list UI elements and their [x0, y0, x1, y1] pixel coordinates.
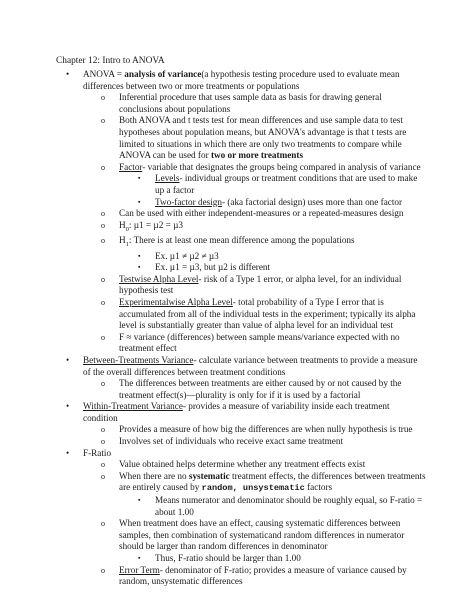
circle-bullet-icon: o: [101, 220, 105, 230]
circle-bullet-icon: o: [101, 332, 105, 342]
list-item: o Provides a measure of how big the differences are when nully hypothesis is true: [101, 424, 413, 435]
list-item: • F-Ratio: [66, 447, 112, 458]
term-experimentwise-alpha: Experimentalwise Alpha Level: [119, 296, 233, 307]
list-item: ▪ Ex. µ1 ≠ µ2 ≠ µ3: [138, 250, 219, 261]
term-factor: Factor: [119, 161, 143, 172]
list-item: o Both ANOVA and t tests test for mean differences and use sample data to test hypotheses about population means, but ANOVA's advantage is that t tests are limited to situations in which there are only two treatments to compare while ANOVA can be used for two or more treatments: [101, 115, 407, 161]
list-item: ▪ Levels- individual groups or treatment conditions that are used to make up a factor: [138, 173, 418, 195]
square-bullet-icon: ▪: [138, 174, 141, 183]
circle-bullet-icon: o: [101, 519, 105, 529]
term-levels: Levels: [155, 173, 180, 184]
list-item: ▪ Ex. µ1 = µ3, but µ2 is different: [138, 262, 271, 273]
circle-bullet-icon: o: [101, 274, 105, 284]
list-item: ▪ Means numerator and denominator should be roughly equal, so F-ratio = about 1.00: [138, 495, 423, 517]
term-within-treatment-variance: Within-Treatment Variance: [83, 401, 183, 412]
square-bullet-icon: ▪: [138, 554, 141, 562]
circle-bullet-icon: o: [101, 116, 105, 126]
circle-bullet-icon: o: [101, 471, 105, 481]
list-item: o $H_0$: µ1 = µ2 = µ3: [101, 219, 183, 233]
outline: [56, 69, 426, 588]
list-item: ▪ Thus, F-ratio should be larger than 1.00: [138, 553, 301, 563]
circle-bullet-icon: o: [101, 565, 105, 575]
circle-bullet-icon: o: [101, 209, 105, 219]
list-item: o Involves set of individuals who receive exact same treatment: [101, 436, 343, 447]
list-item: o Testwise Alpha Level- risk of a Type 1 error, or alpha level, for an individual hypothesis test: [101, 273, 402, 296]
list-item: o The differences between treatments are either caused by or not caused by the treatment effect(s)—plurality is only for if it is used by a factorial: [101, 378, 402, 400]
circle-bullet-icon: o: [101, 379, 105, 389]
circle-bullet-icon: o: [101, 93, 105, 103]
list-item: • Within-Treatment Variance- provides a measure of variability inside each treatment condition: [66, 401, 390, 423]
list-item: • ANOVA = analysis of variance(a hypothesis testing procedure used to evaluate mean differences between two or more treatments or populations: [66, 69, 400, 91]
list-item: o Experimentalwise Alpha Level- total probability of a Type I error that is accumulated from all of the individual tests in the experiment; typically its alpha level is substantially greater than value of alpha level for an individual test: [101, 296, 416, 331]
list-item: • Between-Treatments Variance- calculate variance between treatments to provide a measure of the overall differences between treatment conditions: [66, 354, 418, 377]
term-two-factor-design: Two-factor design: [155, 196, 222, 207]
list-item: o Can be used with either independent-measures or a repeated-measures design: [101, 208, 404, 219]
list-item: o F ≈ variance (differences) between sample means/variance expected with no treatment effect: [101, 331, 400, 354]
list-item: o Factor- variable that designates the groups being compared in analysis of variance: [101, 161, 421, 172]
list-item: o When there are no systematic treatment effects, the differences between treatments are entirely caused by random, unsystematic factors: [101, 470, 426, 494]
circle-bullet-icon: o: [101, 297, 105, 307]
term-between-treatments-variance: Between-Treatments Variance: [83, 354, 194, 365]
circle-bullet-icon: o: [101, 236, 105, 246]
bullet-icon: •: [66, 69, 70, 79]
circle-bullet-icon: o: [101, 460, 105, 470]
square-bullet-icon: ▪: [138, 251, 141, 260]
list-item: o Value obtained helps determine whether any treatment effects exist: [101, 459, 366, 470]
term-error-term: Error Term: [119, 564, 160, 575]
circle-bullet-icon: o: [101, 425, 105, 435]
list-item: o When treatment does have an effect, causing systematic differences between samples, then combination of systematicand random differences in numerator should be larger than random differences in denominator: [101, 518, 405, 552]
bullet-icon: •: [66, 401, 70, 412]
document-title: Chapter 12: Intro to ANOVA: [56, 56, 165, 66]
bullet-icon: •: [66, 354, 70, 365]
square-bullet-icon: ▪: [138, 263, 141, 272]
circle-bullet-icon: o: [101, 437, 105, 447]
term-testwise-alpha: Testwise Alpha Level: [119, 273, 199, 284]
bullet-icon: •: [66, 447, 70, 458]
square-bullet-icon: ▪: [138, 197, 141, 206]
list-item: o Error Term- denominator of F-ratio; provides a measure of variance caused by random, unsystematic differences: [101, 564, 407, 587]
list-item: ▪ Two-factor design- (aka factorial design) uses more than one factor: [138, 196, 403, 207]
square-bullet-icon: ▪: [138, 496, 141, 505]
list-item: o $H_1$: There is at least one mean difference among the populations: [101, 235, 355, 248]
list-item: o Inferential procedure that uses sample data as basis for drawing general conclusions about populations: [101, 92, 382, 114]
circle-bullet-icon: o: [101, 162, 105, 172]
